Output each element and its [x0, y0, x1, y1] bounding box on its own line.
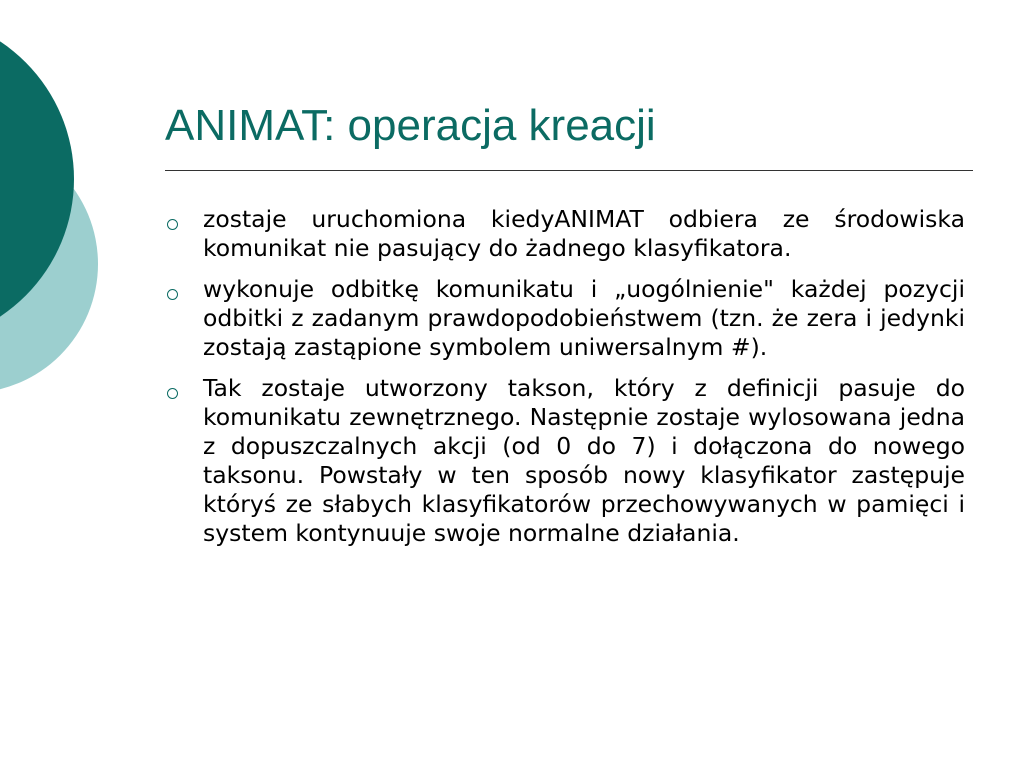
list-item [165, 374, 965, 548]
bullet-text: zostaje uruchomiona kiedyANIMAT odbiera ze środowiska komunikat nie pasujący do żadnego klasyfikatora. [203, 205, 965, 262]
slide-title: ANIMAT: operacja kreacji [165, 101, 656, 150]
bullet-list [165, 205, 965, 560]
circle-bullet-icon [167, 289, 178, 300]
list-item [165, 205, 965, 263]
bullet-text: wykonuje odbitkę komunikatu i „uogólnienie" każdej pozycji odbitki z zadanym prawdopodobieństwem (tzn. że zera i jedynki zostają zastąpione symbolem uniwersalnym #). [203, 275, 965, 361]
circle-bullet-icon [167, 388, 178, 399]
circle-bullet-icon [167, 219, 178, 230]
list-item [165, 275, 965, 362]
bullet-text: Tak zostaje utworzony takson, który z definicji pasuje do komunikatu zewnętrznego. Następnie zostaje wylosowana jedna z dopuszczalnych akcji (od 0 do 7) i dołączona do nowego taksonu. Powstały w ten sposób nowy klasyfikator zastępuje któryś ze słabych klasyfikatorów przechowywanych w pamięci i system kontynuuje swoje normalne działania. [203, 374, 965, 547]
title-divider [165, 170, 973, 171]
